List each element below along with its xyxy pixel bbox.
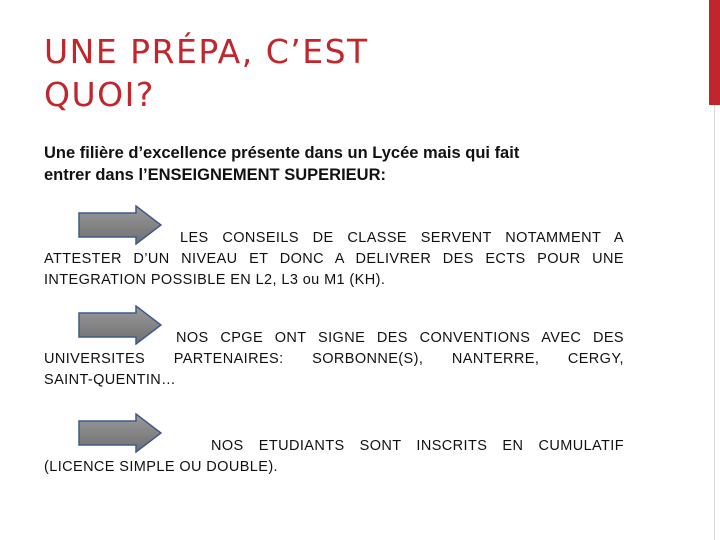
point-line: NOS ETUDIANTS SONT INSCRITS EN CUMULATIF	[211, 438, 624, 454]
point-line: LES CONSEILS DE CLASSE SERVENT NOTAMMENT A	[180, 230, 624, 246]
point-line: (LICENCE SIMPLE OU DOUBLE).	[44, 459, 278, 475]
point-line: INTEGRATION POSSIBLE EN L2, L3 ou M1 (KH).	[44, 272, 386, 288]
intro-line: Une filière d’excellence présente dans un Lycée mais qui fait	[44, 144, 520, 162]
slide-title	[44, 30, 564, 116]
point-line: ATTESTER D’UN NIVEAU ET DONC A DELIVRER DES ECTS POUR UNE	[44, 251, 624, 267]
point-line: UNIVERSITES PARTENAIRES: SORBONNE(S), NANTERRE, CERGY,	[44, 351, 624, 367]
edge-line	[714, 105, 715, 540]
point-text	[44, 228, 624, 291]
point-text	[44, 328, 624, 391]
point-line: SAINT-QUENTIN…	[44, 372, 177, 388]
accent-bar	[709, 0, 720, 105]
point-line: NOS CPGE ONT SIGNE DES CONVENTIONS AVEC DES	[176, 330, 624, 346]
intro-line: entrer dans l’ENSEIGNEMENT SUPERIEUR:	[44, 166, 386, 184]
slide-title-line: UNE PRÉPA, C’EST	[44, 32, 369, 71]
point-text	[44, 436, 624, 478]
intro-text	[44, 142, 624, 186]
slide-title-line: QUOI?	[44, 75, 155, 114]
